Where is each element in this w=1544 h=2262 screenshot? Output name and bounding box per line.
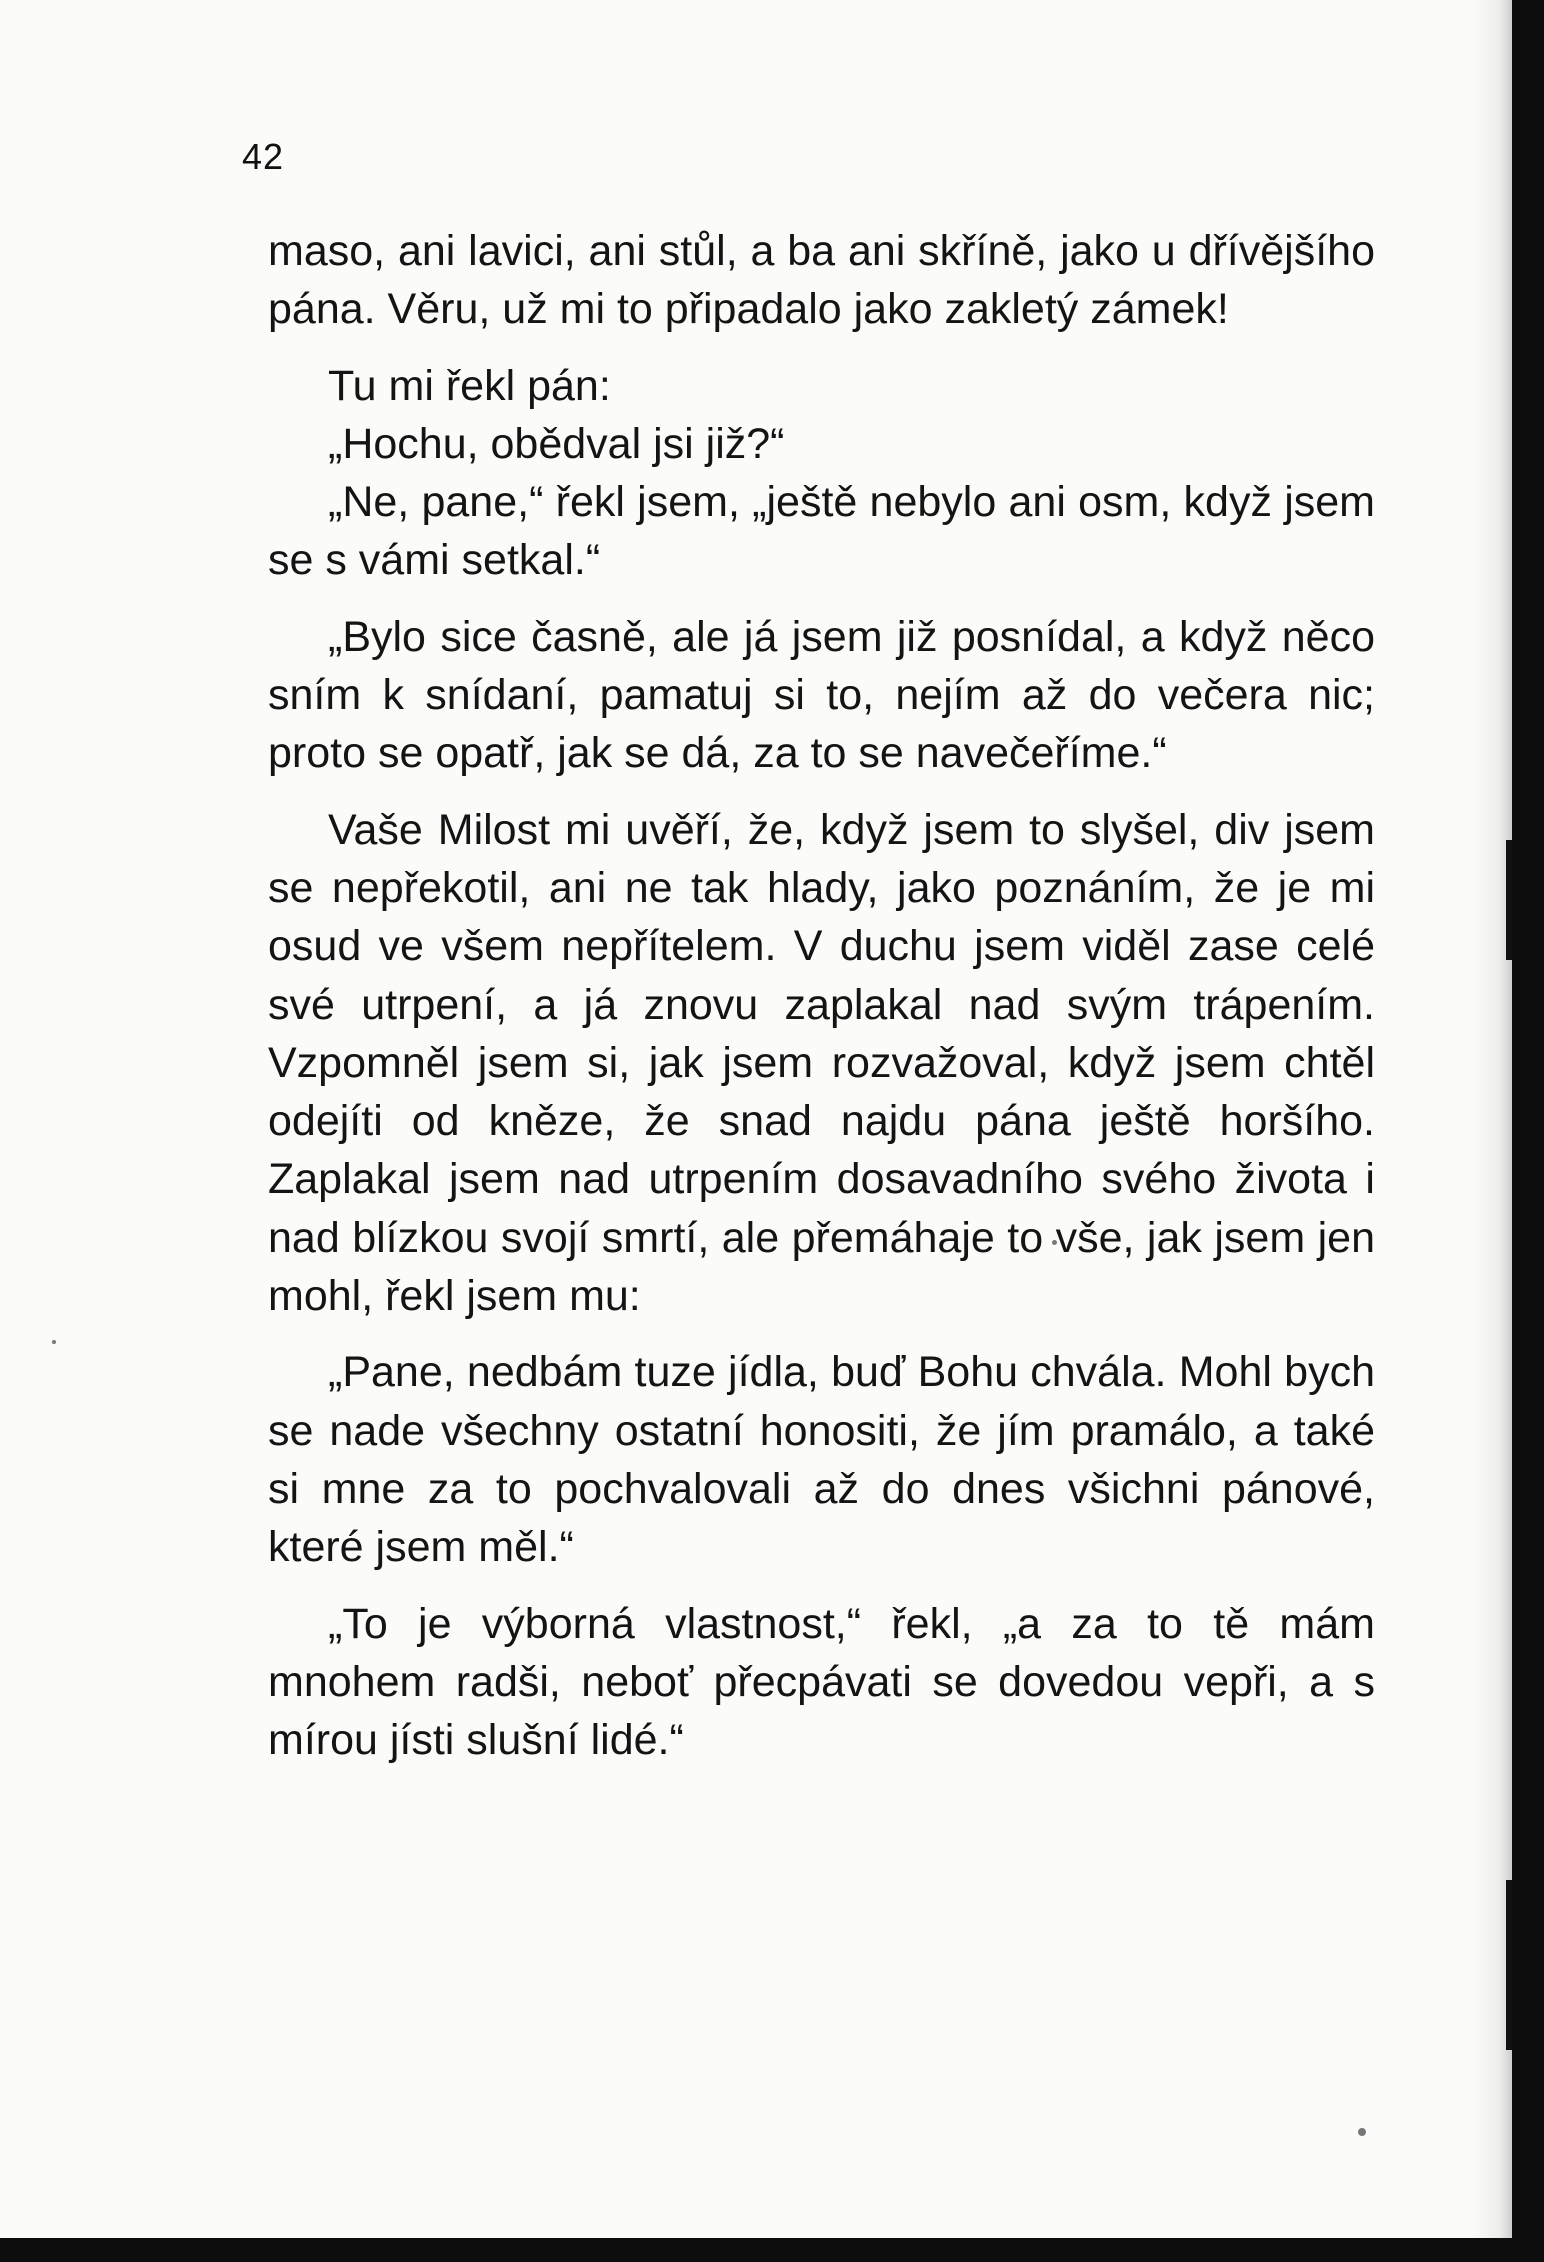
paragraph: „Pane, nedbám tuze jídla, buď Bohu chvála. Mohl bych se nade všechny ostatní honositi, že jím pramálo, a také si mne za to pochvalovali až do dnes všichni pánové, které jsem měl.“	[268, 1348, 1375, 1572]
paragraph: „To je výborná vlastnost,“ řekl, „a za to tě mám mnohem radši, neboť přecpávati se dovedou vepři, a s mírou jísti slušní lidé.“	[268, 1599, 1375, 1765]
page-edge-mark	[1506, 1880, 1512, 2050]
paragraph: Vaše Milost mi uvěří, že, když jsem to slyšel, div jsem se nepřekotil, ani ne tak hlady, jako poznáním, že je mi osud ve všem nepřítelem. V duchu jsem viděl zase celé své utrpení, a já znovu zaplakal nad svým trápením. Vzpomněl jsem si, jak jsem rozvažoval, když jsem chtěl odejíti od kněze, že snad najdu pána ještě horšího. Zaplakal jsem nad utrpením dosavadního svého života i nad blízkou svojí smrtí, ale přemáhaje to vše, jak jsem jen mohl, řekl jsem mu:	[268, 805, 1375, 1321]
paper-speck	[1358, 2128, 1366, 2136]
page-edge-mark	[1506, 840, 1512, 960]
body-text	[268, 222, 1375, 1769]
paper-speck	[52, 1340, 56, 1344]
paragraph: „Hochu, obědval jsi již?“	[328, 419, 785, 468]
paragraph: maso, ani lavici, ani stůl, a ba ani skříně, jako u dřívějšího pána. Věru, už mi to připadalo jako zakletý zámek!	[268, 227, 1375, 334]
paragraph: Tu mi řekl pán:	[328, 361, 611, 410]
page-number: 42	[242, 136, 285, 177]
paragraph: „Ne, pane,“ řekl jsem, „ještě nebylo ani osm, když jsem se s vámi setkal.“	[268, 478, 1375, 585]
paragraph: „Bylo sice časně, ale já jsem již posnídal, a když něco sním k snídaní, pamatuj si to, nejím až do večera nic; proto se opatř, jak se dá, za to se navečeříme.“	[268, 612, 1375, 778]
